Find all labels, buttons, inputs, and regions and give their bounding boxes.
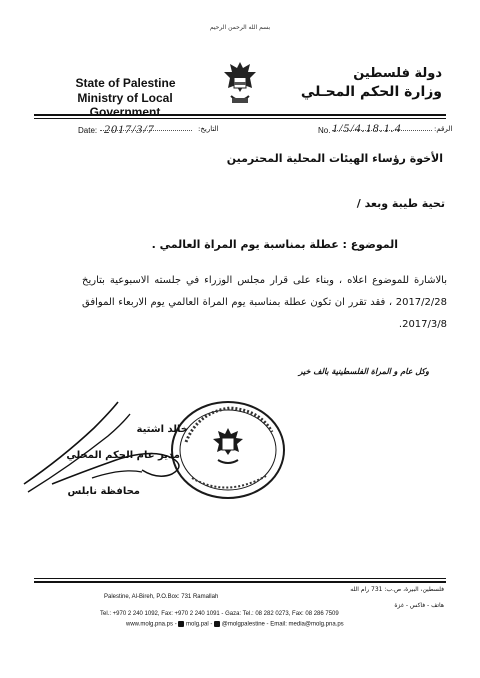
signer-name: خالد اشتية [136,424,188,435]
palestine-eagle-emblem [222,58,258,108]
footer-rule-thin [34,578,446,579]
handwritten-signature [22,388,222,498]
footer-rule-thick [34,581,446,583]
footer-address-en: Palestine, Al-Bireh, P.O.Box: 731 Ramallah [104,594,219,600]
header-rule-thick [34,114,446,116]
ministry-name-en: Ministry of Local Government [77,91,173,119]
signer-unit: محافظة نابلس [67,486,140,497]
footer-address-ar: فلسطين، البيرة، ص.ب: 731 رام الله [350,586,444,593]
facebook-icon [178,621,184,627]
reference-label: No. [318,126,331,135]
footer-links: www.molg.pna.ps - molg.pal - @molgpalestine - Email: media@molg.pna.ps [126,621,344,628]
addressee: الأخوة رؤساء الهيئات المحلية المحترمين [226,152,443,165]
ministry-name-ar: وزارة الحكم المحـلي [300,84,442,100]
footer-contacts: Tel.: +970 2 240 1092, Fax: +970 2 240 1091 - Gaza: Tel.: 08 282 0273, Fax: 08 286 7509 [100,611,339,617]
reference-label-ar: الرقم: [434,125,453,133]
footer-phones-ar: هاتف - فاكس - غزة [394,602,444,609]
state-name-ar: دولة فلسطين [353,66,442,81]
basmala: بسم الله الرحمن الرحيم [209,24,271,31]
date-value: 2017/3/7 [104,122,155,136]
footer-email[interactable]: Email: media@molg.pna.ps [270,621,344,628]
letter-body: بالاشارة للموضوع اعلاه ، وبناء على قرار مجلس الوزراء في جلسته الاسبوعية بتاريخ 2017/2/28 ، فقد تقرر ان تكون عطلة بمناسبة يوم المراة العالمي يوم الاربعاء الموافق 2017/3/8. [82,275,447,330]
footer-website[interactable]: www.molg.pna.ps [126,621,174,628]
date-label-ar: التاريخ: [198,125,219,133]
footer-twitter[interactable]: @molgpalestine [221,621,265,628]
greeting: تحية طيبة وبعد / [356,197,445,210]
closing-line: وكل عام و المراة الفلسطينية بالف خير [298,367,429,376]
footer-facebook[interactable]: molg.pal [186,621,209,628]
state-name-en: State of Palestine [75,76,176,90]
subject-line: الموضوع : عطلة بمناسبة يوم المراة العالمي . [151,238,398,251]
signer-title: مدير عام الحكم المحلي [66,450,180,461]
date-label: Date: [78,126,98,135]
header-rule-thin [34,118,446,119]
reference-number: 1/5/4.18.1.4 [332,121,402,135]
twitter-icon [214,621,220,627]
